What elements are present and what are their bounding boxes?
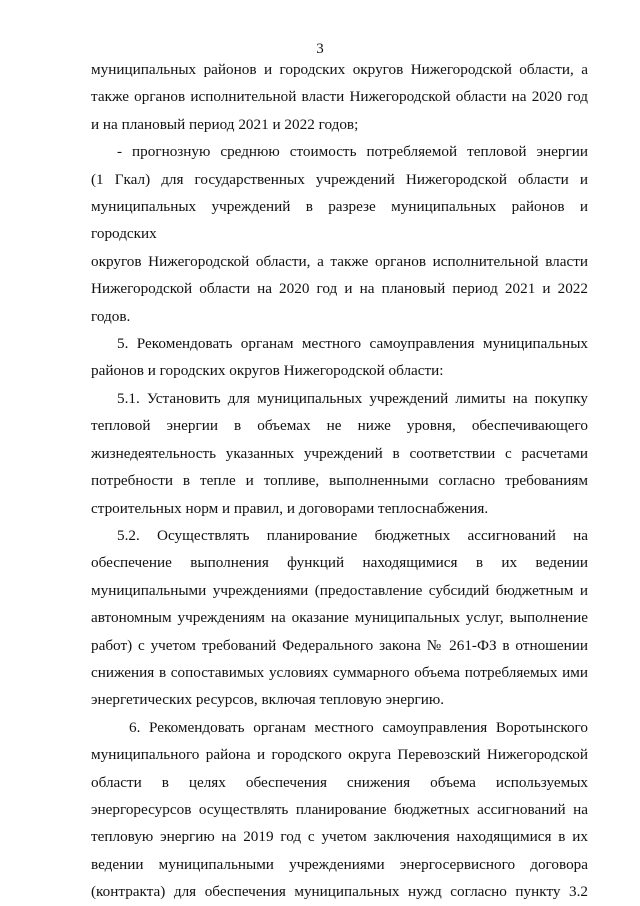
text-line: муниципальных районов и городских округов Нижегородской области, а	[91, 61, 588, 78]
text-line: области в целях обеспечения снижения объема используемых	[91, 773, 588, 791]
text-line: 5.2. Осуществлять планирование бюджетных ассигнований на	[117, 526, 588, 544]
document-body	[91, 56, 588, 906]
text-line: энергоресурсов осуществлять планирование бюджетных ассигнований на	[91, 800, 588, 818]
text-line: строительных норм и правил, и договорами теплоснабжения.	[91, 499, 489, 517]
text-line: снижения в сопоставимых условиях суммарного объема потребляемых ими	[91, 663, 588, 681]
text-line: 5. Рекомендовать органам местного самоуправления муниципальных	[117, 335, 588, 353]
text-line: 5.1. Установить для муниципальных учреждений лимиты на покупку	[117, 389, 588, 407]
text-line: - прогнозную среднюю стоимость потребляемой тепловой энергии	[117, 143, 588, 161]
paragraph-item-5	[91, 330, 588, 385]
text-line: тепловую энергию на 2019 год с учетом заключения находящимися в их	[91, 828, 588, 846]
paragraph-forecast-cost	[91, 138, 588, 330]
text-line: округов Нижегородской области, а также органов исполнительной власти	[91, 252, 588, 270]
text-line: жизнедеятельность указанных учреждений в соответствии с расчетами	[91, 444, 588, 462]
paragraph-item-5-1	[91, 385, 588, 522]
text-line: потребности в тепле и топливе, выполненными согласно требованиям	[91, 472, 588, 490]
text-line: работ) с учетом требований Федерального закона № 261-ФЗ в отношении	[91, 636, 588, 654]
text-line: муниципальными учреждениями (предоставление субсидий бюджетным и	[91, 581, 588, 599]
text-line: муниципального района и городского округа Перевозский Нижегородской	[91, 746, 588, 764]
page-number: 3	[316, 41, 324, 57]
paragraph-item-5-2	[91, 522, 588, 714]
text-line: (1 Гкал) для государственных учреждений Нижегородской области и	[91, 170, 588, 188]
paragraph-continuation	[91, 56, 588, 138]
text-line: (контракта) для обеспечения муниципальных нужд согласно пункту 3.2	[91, 883, 588, 901]
text-line: и на плановый период 2021 и 2022 годов;	[91, 115, 359, 133]
paragraph-item-6	[91, 714, 588, 906]
text-line: районов и городских округов Нижегородской области:	[91, 362, 444, 380]
text-line: Нижегородской области на 2020 год и на плановый период 2021 и 2022	[91, 280, 588, 298]
text-line: 6. Рекомендовать органам местного самоуправления Воротынского	[129, 718, 588, 736]
text-line: энергетических ресурсов, включая тепловую энергию.	[91, 691, 445, 709]
text-line: годов.	[91, 307, 131, 325]
text-line: автономным учреждениям на оказание муниципальных услуг, выполнение	[91, 609, 588, 627]
text-line: тепловой энергии в объемах не ниже уровня, обеспечивающего	[91, 417, 588, 435]
text-line: также органов исполнительной власти Нижегородской области на 2020 год	[91, 88, 588, 106]
text-line: муниципальных учреждений в разрезе муниципальных районов и городских	[91, 198, 588, 243]
text-line: обеспечение выполнения функций находящимися в их ведении	[91, 554, 588, 572]
text-line: ведении муниципальными учреждениями энергосервисного договора	[91, 855, 588, 873]
